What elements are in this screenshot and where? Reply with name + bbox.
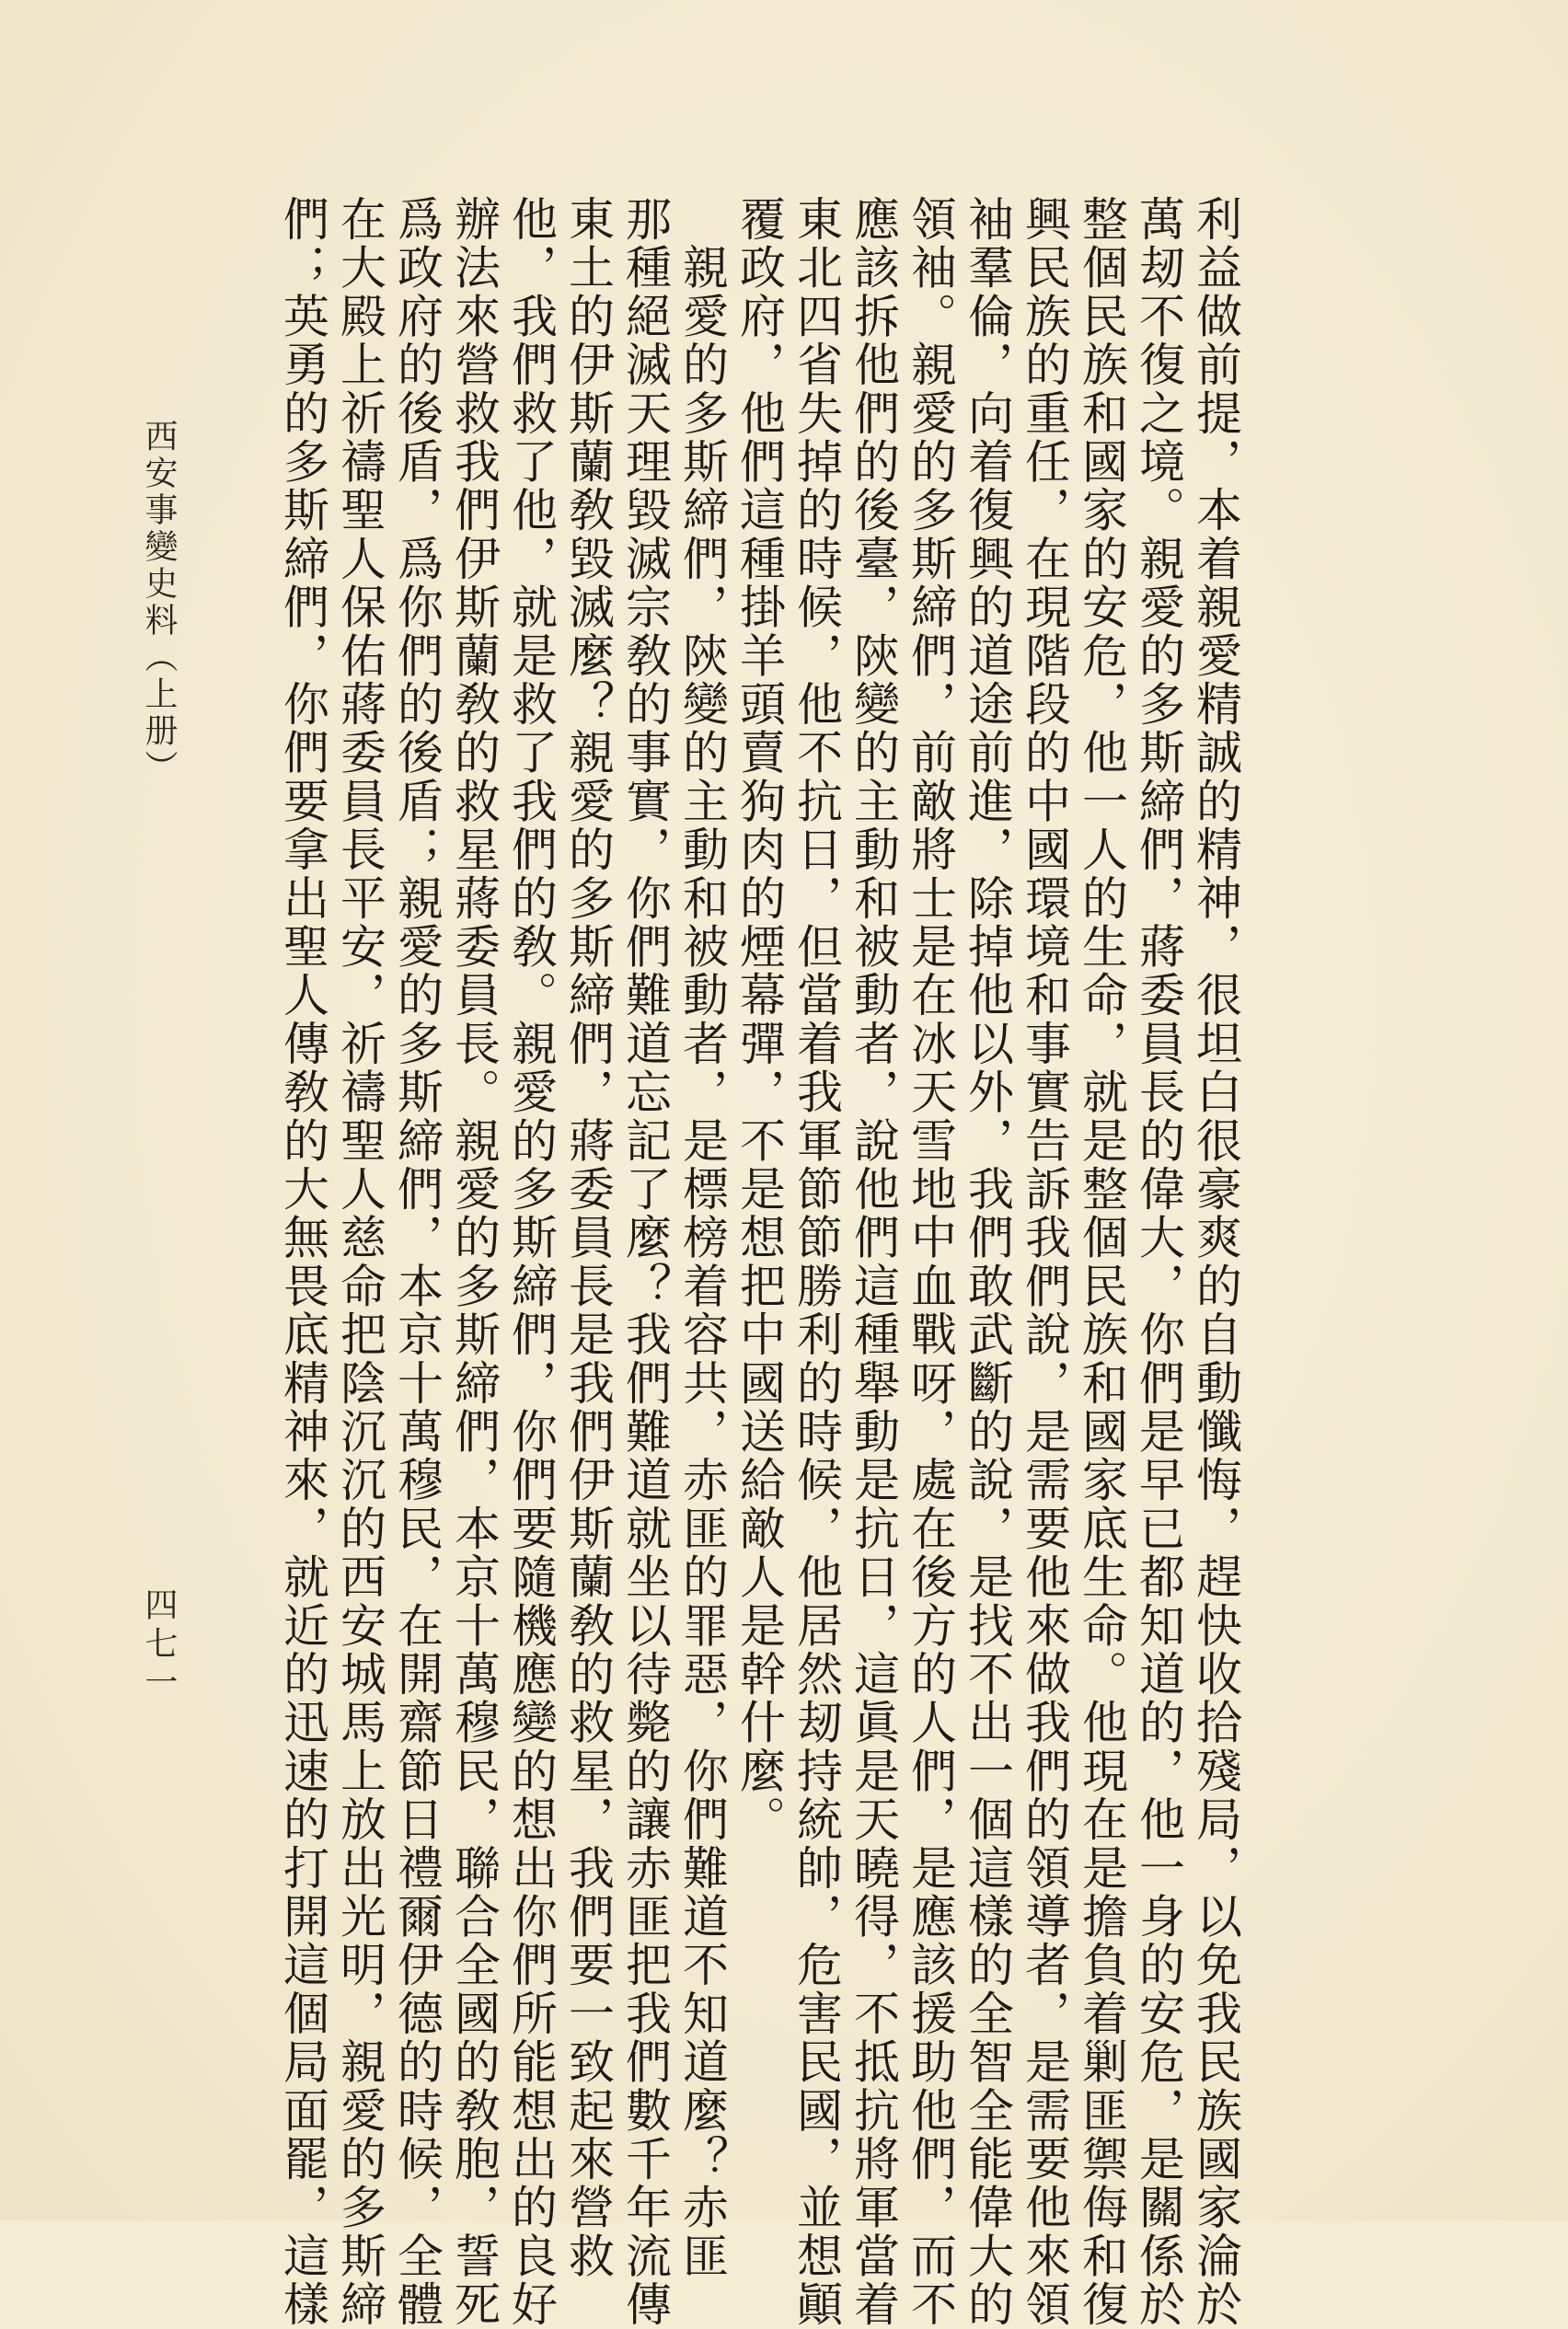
text-column: 領袖。親愛的多斯締們，前敵將士是在冰天雪地中血戰呀，處在後方的人們，是應該援助他們，而不 [904, 195, 957, 2329]
text-column: 興民族的重任，在現階段的中國環境和事實告訴我們說，是需要他來做我們的領導者，是需要他來領 [1018, 195, 1071, 2329]
text-column: 袖羣倫，向着復興的道途前進，除掉他以外，我們敢武斷的說，是找不出一個這樣的全智全能偉大的 [961, 195, 1014, 2329]
text-column: 那種絕滅天理毀滅宗敎的事實，你們難道忘記了麼？我們難道就坐以待斃的讓赤匪把我們數千年流傳 [618, 195, 672, 2329]
page-number: 四七一 [140, 1587, 178, 1703]
text-column: 萬刼不復之境。親愛的多斯締們，蔣委員長的偉大，你們是早已都知道的，他一身的安危，是關係於 [1132, 195, 1185, 2329]
text-column: 在大殿上祈禱聖人保佑蔣委員長平安，祈禱聖人慈命把陰沉沉的西安城馬上放出光明，親愛的多斯締 [333, 195, 386, 2329]
book-title: 西安事變史料（上册） [140, 419, 178, 787]
text-column: 東土的伊斯蘭敎毀滅麼？親愛的多斯締們，蔣委員長是我們伊斯蘭敎的救星，我們要一致起來營救 [561, 195, 615, 2281]
text-column: 爲政府的後盾，爲你們的後盾；親愛的多斯締們，本京十萬穆民，在開齋節日禮爾伊德的時候，全體 [390, 195, 444, 2329]
text-column: 親愛的多斯締們，陝變的主動和被動者，是標榜着容共，赤匪的罪惡，你們難道不知道麼？赤匪 [675, 195, 729, 2281]
text-column: 辦法來營救我們伊斯蘭敎的救星蔣委員長。親愛的多斯締們，本京十萬穆民，聯合全國的敎胞，誓死 [447, 195, 501, 2329]
text-column: 他，我們救了他，就是救了我們的敎。親愛的多斯締們，你們要隨機應變的想出你們所能想出的良好 [504, 195, 558, 2329]
text-column: 覆政府，他們這種掛羊頭賣狗肉的煙幕彈，不是想把中國送給敵人是幹什麼。 [732, 195, 786, 1844]
text-column: 東北四省失掉的時候，他不抗日，但當着我軍節節勝利的時候，他居然刼持統帥，危害民國，並想顚 [790, 195, 843, 2329]
text-column: 利益做前提，本着親愛精誠的精神，很坦白很豪爽的自動懺悔，趕快收拾殘局，以免我民族國家淪於 [1189, 195, 1242, 2329]
text-column: 應該拆他們的後臺，陝變的主動和被動者，說他們這種舉動是抗日，這眞是天曉得，不抵抗將軍當着 [847, 195, 900, 2329]
text-column: 們；英勇的多斯締們，你們要拿出聖人傳敎的大無畏底精神來，就近的迅速的打開這個局面罷，這樣 [276, 195, 329, 2329]
text-column: 整個民族和國家的安危，他一人的生命，就是整個民族和國家底生命。他現在是擔負着剿匪禦侮和復 [1075, 195, 1128, 2329]
